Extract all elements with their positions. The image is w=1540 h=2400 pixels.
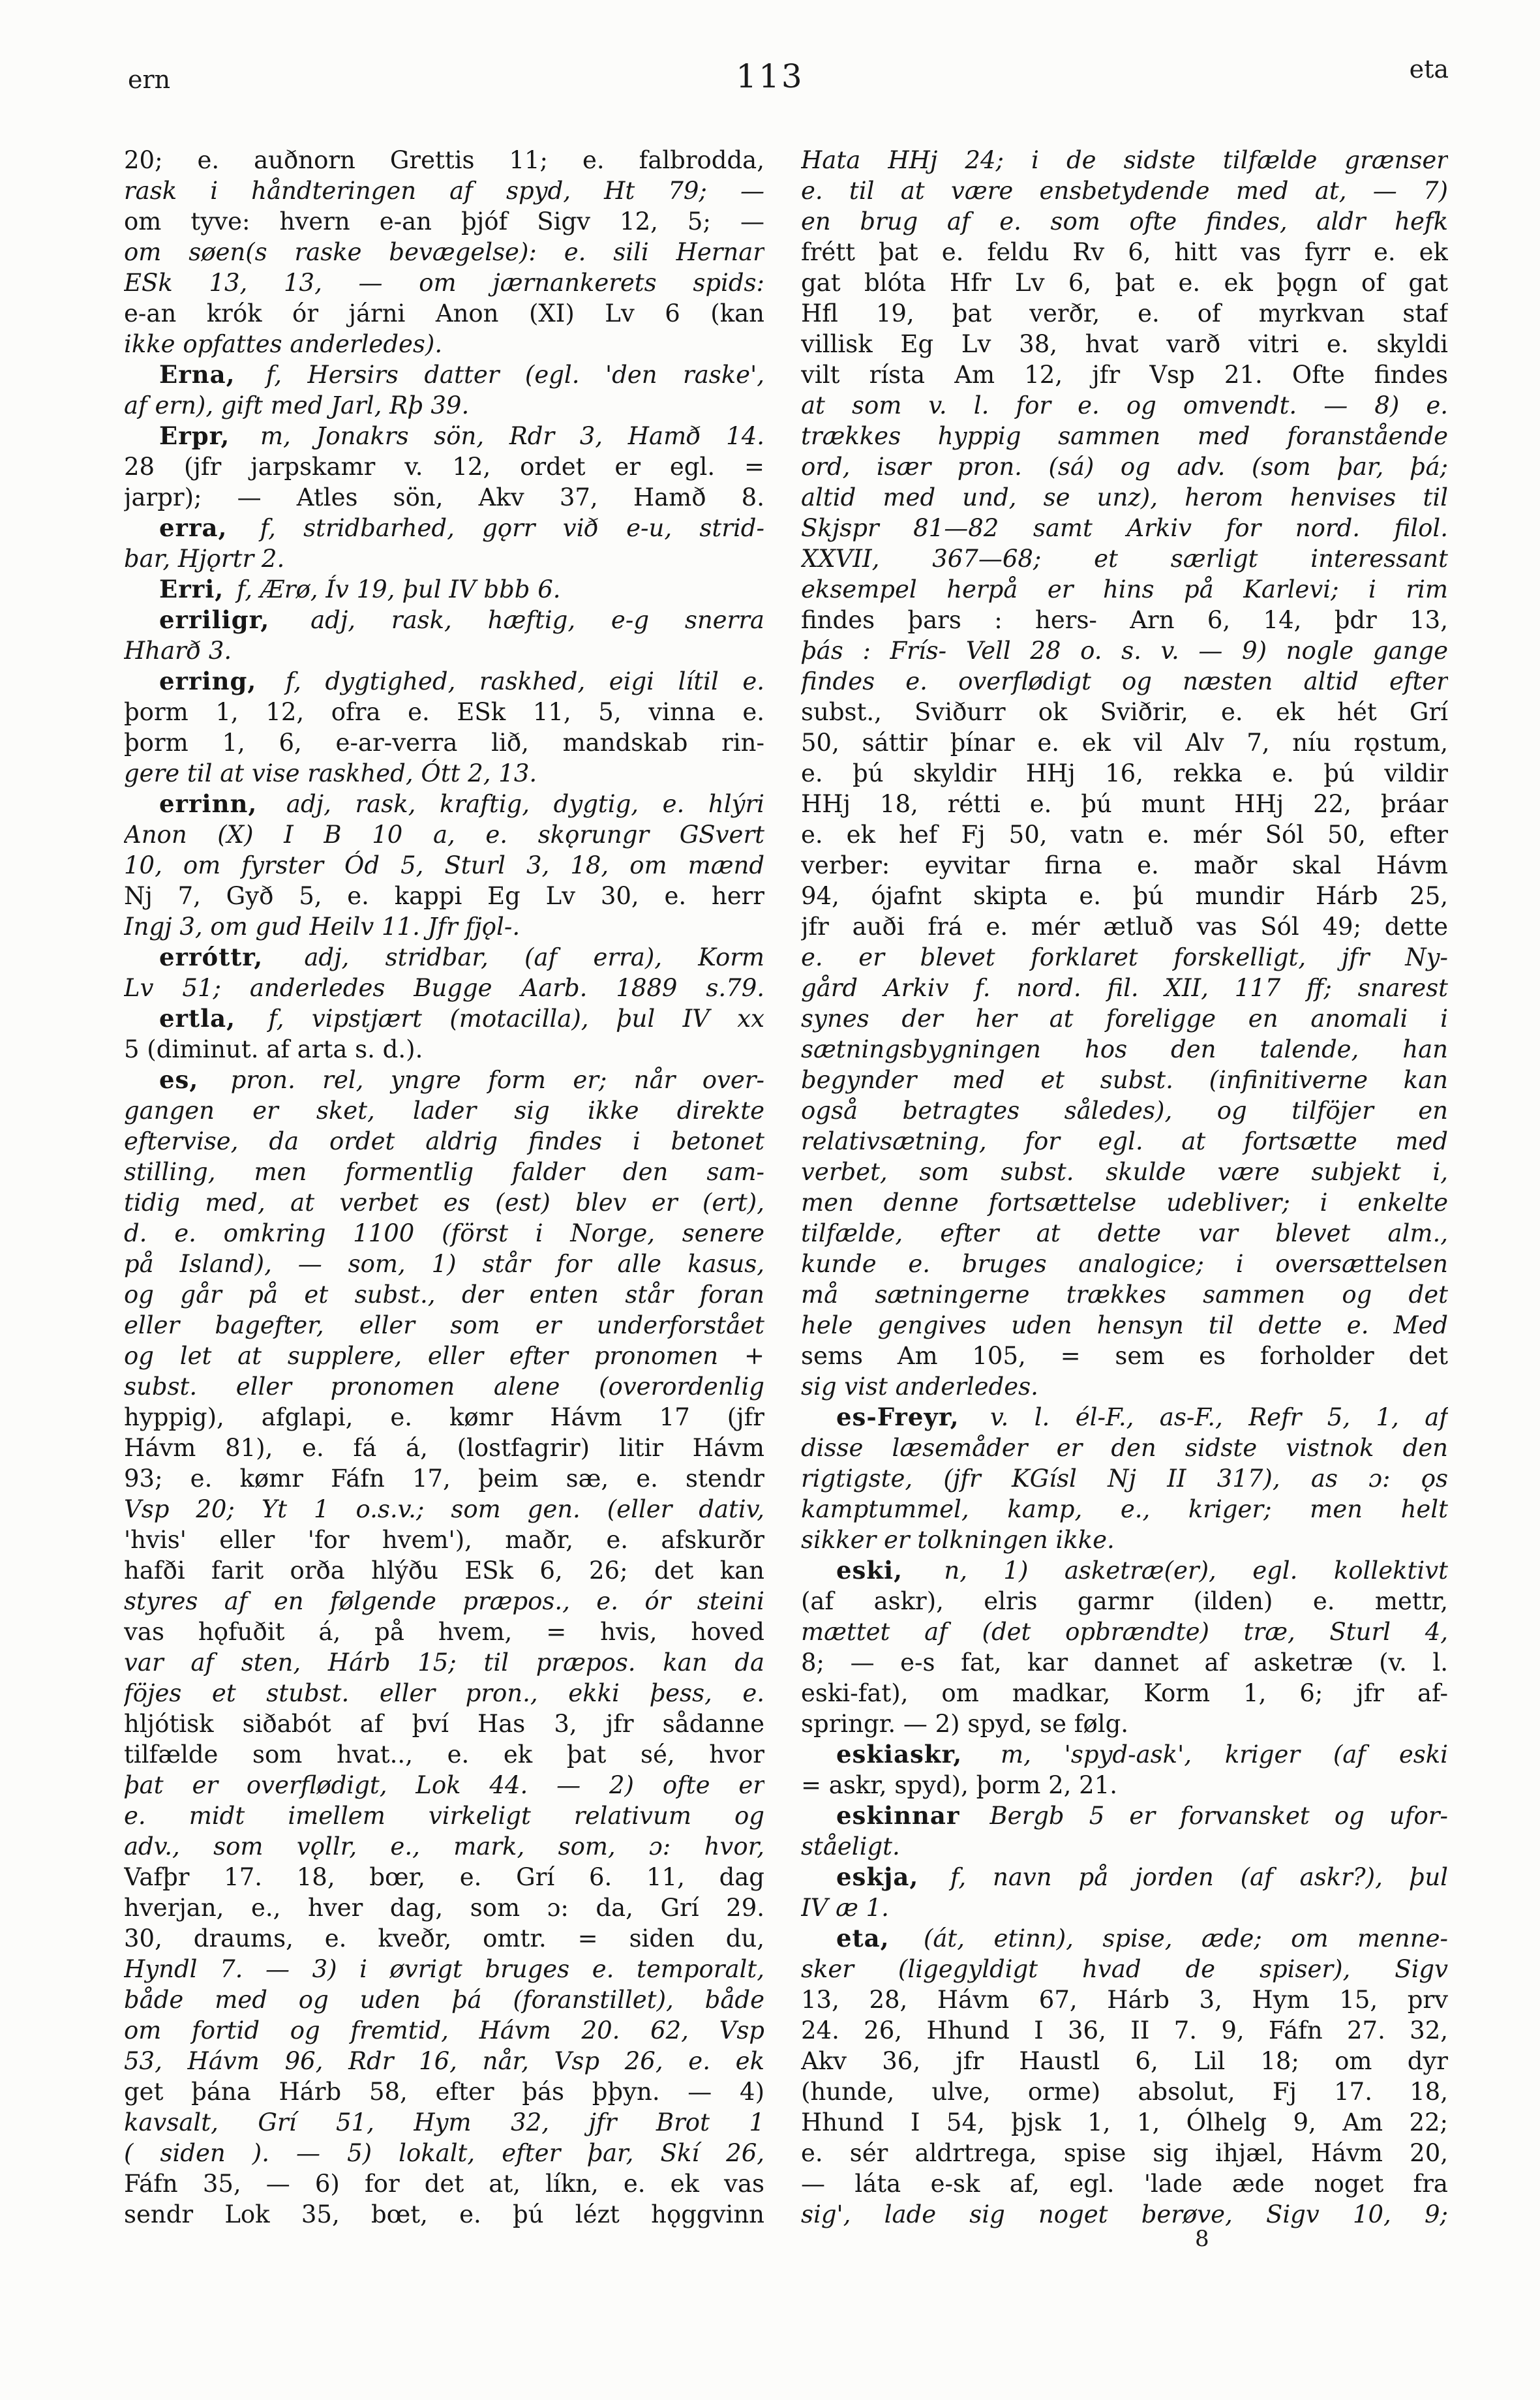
text-line: på Island), — som, 1) står for alle kasus,	[124, 1250, 764, 1278]
text-line: disse læsemåder er den sidste vistnok den	[801, 1434, 1448, 1462]
text-line: sker (ligegyldigt hvad de spiser), Sigv	[801, 1955, 1448, 1983]
text-line: e. ek hef Fj 50, vatn e. mér Sól 50, efter	[801, 821, 1448, 849]
text-line: tidig med, at verbet es (est) blev er (ert),	[124, 1189, 764, 1217]
entry-headword: ertla,	[159, 1004, 236, 1033]
text-line: þás : Frís- Vell 28 o. s. v. — 9) nogle gange	[801, 637, 1448, 665]
text-line: 24. 26, Hhund I 36, II 7. 9, Fáfn 27. 32,	[801, 2016, 1448, 2044]
text-line: 30, draums, e. kveðr, omtr. = siden du,	[124, 1924, 764, 1952]
text-line: mættet af (det opbrændte) træ, Sturl 4,	[801, 1618, 1448, 1646]
entry-headword: eski,	[836, 1556, 903, 1585]
text-line: 20; e. auðnorn Grettis 11; e. falbrodda,	[124, 146, 764, 174]
entry-headword: eskja,	[836, 1862, 919, 1891]
text-line: Ingj 3, om gud Heilv 11. Jfr fjǫl-.	[124, 913, 521, 941]
text-line: 8; — e-s fat, kar dannet af asketræ (v. l.	[801, 1648, 1448, 1677]
text-line: eski-fat), om madkar, Korm 1, 6; jfr af-	[801, 1679, 1448, 1707]
entry-headword: es,	[159, 1065, 199, 1094]
text-line: men denne fortsættelse udebliver; i enkelte	[801, 1189, 1448, 1217]
text-line: styres af en følgende præpos., e. ór steini	[124, 1587, 764, 1615]
entry-line: eski, n, 1) asketræ(er), egl. kollektivt	[836, 1556, 1448, 1585]
text-line: XXVII, 367—68; et særligt interessant	[801, 545, 1448, 573]
text-line: ikke opfattes anderledes).	[124, 330, 443, 358]
entry-headword: erring,	[159, 667, 257, 695]
entry-line: ertla, f, vipstjært (motacilla), þul IV xx	[159, 1004, 764, 1033]
text-line: hele gengives uden hensyn til dette e. Med	[801, 1311, 1448, 1339]
text-line: Hyndl 7. — 3) i øvrigt bruges e. temporalt,	[124, 1955, 764, 1983]
text-line: rigtigste, (jfr KGísl Nj II 317), as ɔ: ǫs	[801, 1465, 1448, 1493]
text-line: gård Arkiv f. nord. fil. XII, 117 ff; snarest	[801, 974, 1448, 1002]
text-line: hverjan, e., hver dag, som ɔ: da, Grí 29.	[124, 1894, 764, 1922]
running-head-right: eta	[1409, 55, 1449, 84]
text-line: var af sten, Hárb 15; til præpos. kan da	[124, 1648, 764, 1677]
text-line: tilfælde som hvat.., e. ek þat sé, hvor	[124, 1740, 764, 1769]
text-line: Hhund I 54, þjsk 1, 1, Ólhelg 9, Am 22;	[801, 2108, 1448, 2136]
text-line: af ern), gift med Jarl, Rþ 39.	[124, 391, 470, 419]
entry-line: errinn, adj, rask, kraftig, dygtig, e. hlýri	[159, 789, 764, 818]
text-line: Lv 51; anderledes Bugge Aarb. 1889 s.79.	[124, 974, 764, 1002]
entry-line: Erri, f, Ærø, Ív 19, þul IV bbb 6.	[159, 575, 561, 603]
entry-headword: Erri,	[159, 575, 224, 603]
entry-line: eskja, f, navn på jorden (af askr?), þul	[836, 1862, 1448, 1891]
text-line: subst. eller pronomen alene (overordenlig	[124, 1373, 764, 1401]
text-line: springr. — 2) spyd, se følg.	[801, 1710, 1129, 1738]
text-line: sendr Lok 35, bœt, e. þú lézt hǫggvinn	[124, 2200, 764, 2228]
text-line: d. e. omkring 1100 (först i Norge, senere	[124, 1219, 764, 1247]
text-line: sætningsbygningen hos den talende, han	[801, 1035, 1448, 1063]
text-line: rask i håndteringen af spyd, Ht 79; —	[124, 177, 764, 205]
text-line: sig vist anderledes.	[801, 1373, 1038, 1401]
text-line: også betragtes således), og tilföjer en	[801, 1097, 1448, 1125]
text-line: Hata HHj 24; i de sidste tilfælde grænser	[801, 146, 1448, 174]
entry-line: Erpr, m, Jonakrs sön, Rdr 3, Hamð 14.	[159, 421, 764, 450]
text-line: eller bagefter, eller som er underforstået	[124, 1311, 764, 1339]
text-line: þat er overflødigt, Lok 44. — 2) ofte er	[124, 1771, 764, 1799]
text-line: ståeligt.	[801, 1832, 900, 1861]
text-line: verbet, som subst. skulde være subjekt i,	[801, 1158, 1448, 1186]
text-line: frétt þat e. feldu Rv 6, hitt vas fyrr e. ek	[801, 238, 1448, 266]
text-line: kavsalt, Grí 51, Hym 32, jfr Brot 1	[124, 2108, 764, 2136]
text-line: (af askr), elris garmr (ilden) e. mettr,	[801, 1587, 1448, 1615]
text-line: e. þú skyldir HHj 16, rekka e. þú vildir	[801, 759, 1448, 787]
text-line: Nj 7, Gyð 5, e. kappi Eg Lv 30, e. herr	[124, 882, 764, 910]
text-line: HHj 18, rétti e. þú munt HHj 22, þráar	[801, 790, 1448, 818]
text-line: kamptummel, kamp, e., kriger; men helt	[801, 1495, 1448, 1523]
text-line: trækkes hyppig sammen med foranstående	[801, 422, 1448, 450]
text-line: 50, sáttir þínar e. ek vil Alv 7, níu rǫstum,	[801, 729, 1448, 757]
text-line: verber: eyvitar firna e. maðr skal Hávm	[801, 851, 1448, 879]
text-line: e. er blevet forklaret forskelligt, jfr Ny-	[801, 943, 1448, 971]
entry-line: erróttr, adj, stridbar, (af erra), Korm	[159, 943, 764, 971]
entry-headword: eta,	[836, 1924, 890, 1952]
entry-line: erriligr, adj, rask, hæftig, e-g snerra	[159, 605, 764, 634]
text-line: Hfl 19, þat verðr, e. of myrkvan staf	[801, 299, 1448, 327]
text-line: hyppig), afglapi, e. kømr Hávm 17 (jfr	[124, 1403, 764, 1431]
text-line: = askr, spyd), þorm 2, 21.	[801, 1771, 1117, 1799]
text-line: kunde e. bruges analogice; i oversættelsen	[801, 1250, 1448, 1278]
text-line: stilling, men formentlig falder den sam-	[124, 1158, 764, 1186]
entry-headword: errinn,	[159, 789, 258, 818]
text-line: e-an krók ór járni Anon (XI) Lv 6 (kan	[124, 299, 764, 327]
entry-line: erra, f, stridbarhed, gǫrr við e-u, strid-	[159, 513, 764, 542]
text-line: at som v. l. for e. og omvendt. — 8) e.	[801, 391, 1448, 419]
text-line: Vafþr 17. 18, bœr, e. Grí 6. 11, dag	[124, 1863, 764, 1891]
text-line: 28 (jfr jarpskamr v. 12, ordet er egl. =	[124, 453, 764, 481]
entry-headword: erra,	[159, 513, 228, 542]
text-line: altid med und, se unz), herom henvises til	[801, 483, 1448, 511]
text-line: hafði farit orða hlýðu ESk 6, 26; det kan	[124, 1557, 764, 1585]
text-line: hljótisk siðabót af því Has 3, jfr sådanne	[124, 1710, 764, 1738]
entry-line: erring, f, dygtighed, raskhed, eigi lítil e.	[159, 667, 764, 695]
text-line: 53, Hávm 96, Rdr 16, når, Vsp 26, e. ek	[124, 2047, 764, 2075]
text-line: en brug af e. som ofte findes, aldr hefk	[801, 207, 1448, 235]
entry-headword: eskiaskr,	[836, 1740, 963, 1769]
entry-headword: Erna,	[159, 360, 235, 389]
text-line: og let at supplere, eller efter pronomen +	[124, 1342, 764, 1370]
left-column	[124, 145, 764, 2230]
entry-line: es, pron. rel, yngre form er; når over-	[159, 1065, 764, 1094]
text-line: 13, 28, Hávm 67, Hárb 3, Hym 15, prv	[801, 1986, 1448, 2014]
text-line: sems Am 105, = sem es forholder det	[801, 1342, 1448, 1370]
text-line: sikker er tolkningen ikke.	[801, 1526, 1115, 1554]
text-line: 'hvis' eller 'for hvem'), maðr, e. afskurðr	[124, 1526, 764, 1554]
text-line: gere til at vise raskhed, Ótt 2, 13.	[124, 759, 537, 787]
page-number: 113	[736, 57, 804, 95]
text-line: findes e. overflødigt og næsten altid efter	[801, 667, 1448, 695]
running-head-left: ern	[128, 65, 171, 94]
text-line: adv., som vǫllr, e., mark, som, ɔ: hvor,	[124, 1832, 764, 1861]
entry-headword: Erpr,	[159, 421, 230, 450]
text-line: þorm 1, 6, e-ar-verra lið, mandskab rin-	[124, 729, 764, 757]
text-line: e. midt imellem virkeligt relativum og	[124, 1802, 764, 1830]
right-column	[801, 145, 1448, 2230]
text-line: ESk 13, 13, — om jærnankerets spids:	[124, 269, 764, 297]
text-line: tilfælde, efter at dette var blevet alm.,	[801, 1219, 1448, 1247]
text-line: både med og uden þá (foranstillet), både	[124, 1986, 764, 2014]
text-line: om tyve: hvern e-an þjóf Sigv 12, 5; —	[124, 207, 764, 235]
text-line: sig', lade sig noget berøve, Sigv 10, 9;	[801, 2200, 1448, 2228]
text-line: og går på et subst., der enten står foran	[124, 1281, 764, 1309]
signature-mark: 8	[1195, 2226, 1209, 2252]
text-line: Hharð 3.	[124, 637, 232, 665]
entry-line: es-Freyr, v. l. él-F., as-F., Refr 5, 1, af	[836, 1403, 1448, 1431]
text-line: om søen(s raske bevægelse): e. sili Hernar	[124, 238, 764, 266]
text-line: begynder med et subst. (infinitiverne kan	[801, 1066, 1448, 1094]
text-line: — láta e-sk af, egl. 'lade æde noget fra	[801, 2170, 1448, 2198]
text-line: ord, især pron. (sá) og adv. (som þar, þá;	[801, 453, 1448, 481]
text-line: Skjspr 81—82 samt Arkiv for nord. filol.	[801, 514, 1448, 542]
text-line: 10, om fyrster Ód 5, Sturl 3, 18, om mænd	[124, 851, 764, 879]
text-line: eftervise, da ordet aldrig findes i betonet	[124, 1127, 764, 1155]
text-line: eksempel herpå er hins på Karlevi; i rim	[801, 575, 1448, 603]
text-line: IV æ 1.	[801, 1894, 889, 1922]
text-line: må sætningerne trækkes sammen og det	[801, 1281, 1448, 1309]
text-line: gangen er sket, lader sig ikke direkte	[124, 1097, 764, 1125]
text-line: jfr auði frá e. mér ætluð vas Sól 49; dette	[801, 913, 1448, 941]
entry-line: eta, (át, etinn), spise, æde; om menne-	[836, 1924, 1448, 1952]
text-line: villisk Eg Lv 38, hvat varð vitri e. skyldi	[801, 330, 1448, 358]
text-line: synes der her at foreligge en anomali i	[801, 1005, 1448, 1033]
text-line: Akv 36, jfr Haustl 6, Lil 18; om dyr	[801, 2047, 1448, 2075]
entry-line: Erna, f, Hersirs datter (egl. 'den raske',	[159, 360, 764, 389]
text-line: e. til at være ensbetydende med at, — 7)	[801, 177, 1448, 205]
text-line: om fortid og fremtid, Hávm 20. 62, Vsp	[124, 2016, 764, 2044]
text-line: bar, Hjǫrtr 2.	[124, 545, 285, 573]
text-line: vas hǫfuðit á, på hvem, = hvis, hoved	[124, 1618, 764, 1646]
entry-line: eskiaskr, m, 'spyd-ask', kriger (af eski	[836, 1740, 1448, 1769]
text-line: Vsp 20; Yt 1 o.s.v.; som gen. (eller dativ,	[124, 1495, 764, 1523]
text-line: 5 (diminut. af arta s. d.).	[124, 1035, 423, 1063]
text-line: (hunde, ulve, orme) absolut, Fj 17. 18,	[801, 2078, 1448, 2106]
entry-line: eskinnar Bergb 5 er forvansket og ufor-	[836, 1801, 1448, 1830]
text-line: Anon (X) I B 10 a, e. skǫrungr GSvert	[124, 821, 764, 849]
entry-headword: eskinnar	[836, 1801, 960, 1830]
text-line: gat blóta Hfr Lv 6, þat e. ek þǫgn of gat	[801, 269, 1448, 297]
text-line: relativsætning, for egl. at fortsætte med	[801, 1127, 1448, 1155]
text-line: þorm 1, 12, ofra e. ESk 11, 5, vinna e.	[124, 698, 764, 726]
text-line: Hávm 81), e. fá á, (lostfagrir) litir Hávm	[124, 1434, 764, 1462]
text-line: Fáfn 35, — 6) for det at, líkn, e. ek vas	[124, 2170, 764, 2198]
entry-headword: erriligr,	[159, 605, 270, 634]
text-line: get þána Hárb 58, efter þás þþyn. — 4)	[124, 2078, 764, 2106]
text-line: findes þars : hers- Arn 6, 14, þdr 13,	[801, 606, 1448, 634]
entry-headword: es-Freyr,	[836, 1403, 959, 1431]
text-line: 93; e. kømr Fáfn 17, þeim sæ, e. stendr	[124, 1465, 764, 1493]
text-line: 94, ójafnt skipta e. þú mundir Hárb 25,	[801, 882, 1448, 910]
text-line: subst., Sviðurr ok Sviðrir, e. ek hét Grí	[801, 698, 1448, 726]
entry-headword: erróttr,	[159, 943, 264, 971]
text-line: vilt rísta Am 12, jfr Vsp 21. Ofte findes	[801, 361, 1448, 389]
text-line: jarpr); — Atles sön, Akv 37, Hamð 8.	[124, 483, 764, 511]
text-line: e. sér aldrtrega, spise sig ihjæl, Hávm 20,	[801, 2139, 1448, 2167]
text-line: föjes et stubst. eller pron., ekki þess, e.	[124, 1679, 764, 1707]
text-line: ( siden ). — 5) lokalt, efter þar, Skí 26,	[124, 2139, 764, 2167]
